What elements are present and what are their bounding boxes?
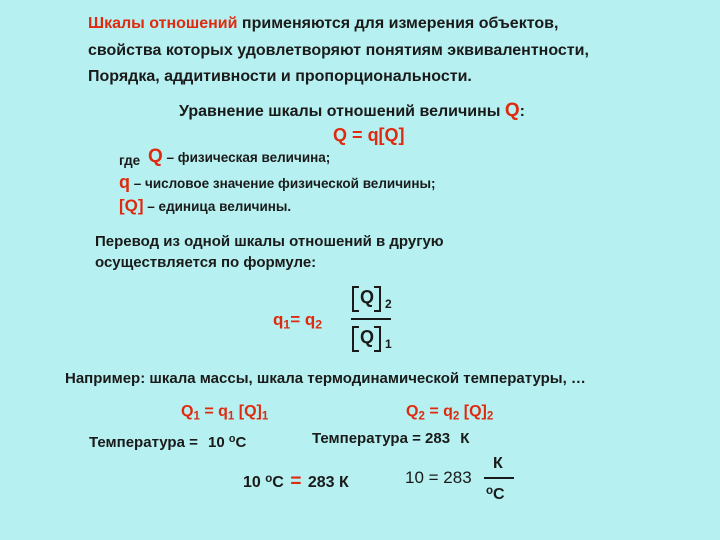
left-unit-sub: 1 <box>261 410 269 423</box>
definition-where: где <box>119 153 141 168</box>
temp-right-label: Температура = 283 <box>312 430 451 447</box>
conversion-eq: = <box>290 310 301 329</box>
example-text: Например: шкала массы, шкала термодинамической температуры, … <box>65 370 586 387</box>
equation-rhs: q[Q] <box>367 125 405 145</box>
denominator-symbol: Q <box>360 327 375 347</box>
numerator-symbol: Q <box>360 287 375 307</box>
equality-row <box>243 468 349 494</box>
right-unit-sub: 2 <box>486 410 494 423</box>
definition-text: – числовое значение физической величины; <box>130 176 436 191</box>
equation-lhs: Q <box>333 125 348 145</box>
numerator-right-bracket <box>374 286 381 312</box>
example-right-formula <box>406 401 493 427</box>
right-q-sub: 2 <box>452 410 460 423</box>
temp-left-label: Температура = <box>89 433 198 451</box>
eq-lhs-value: 10 <box>243 474 261 492</box>
ratio-fraction-line <box>484 477 514 479</box>
conversion-lhs: q <box>273 310 284 329</box>
ratio-den <box>486 481 505 505</box>
equation-heading-colon: : <box>519 103 525 120</box>
eq-lhs-sup: o <box>265 473 273 485</box>
example-left-formula <box>181 401 268 427</box>
equation-heading-var: Q <box>504 100 520 121</box>
numerator-left-bracket <box>352 286 359 312</box>
conversion-coef: q <box>304 310 316 329</box>
eq-sign: = <box>290 471 302 493</box>
ratio-den-unit: С <box>493 486 505 504</box>
definition-text: – единица величины. <box>143 199 292 214</box>
definition-row <box>119 197 291 216</box>
equation-eq: = <box>352 125 363 145</box>
left-lhs-sub: 1 <box>193 410 200 423</box>
conversion-line-1: Перевод из одной шкалы отношений в другую <box>95 233 444 250</box>
fraction-line <box>351 318 391 320</box>
intro-line-3: Порядка, аддитивности и пропорциональности. <box>88 68 472 85</box>
ratio-den-sup: o <box>486 485 494 497</box>
temp-left-unit: C <box>235 433 247 451</box>
intro-term: Шкалы отношений <box>88 15 238 32</box>
ratio-lhs: 10 = 283 <box>405 468 472 487</box>
denominator-right-bracket <box>374 326 381 352</box>
temp-right-unit: К <box>460 430 470 447</box>
right-unit: [Q] <box>463 403 487 420</box>
intro-line-2: свойства которых удовлетворяют понятиям эквивалентности, <box>88 42 589 59</box>
conversion-line-2: осуществляется по формуле: <box>95 254 317 271</box>
right-lhs: Q <box>406 403 419 420</box>
temp-left <box>89 429 246 453</box>
equation-heading <box>179 100 525 122</box>
definition-row <box>148 148 330 167</box>
definition-symbol: Q <box>148 146 163 167</box>
temp-left-value: 10 <box>208 433 225 451</box>
ratio-num: К <box>493 455 503 472</box>
denominator-left-bracket <box>352 326 359 352</box>
eq-lhs-unit: C <box>272 474 284 492</box>
intro-line-1-rest: применяются для измерения объектов, <box>237 15 559 32</box>
left-eq: = <box>204 403 214 420</box>
conversion-coef-sub: 2 <box>315 317 323 332</box>
right-q: q <box>443 403 453 420</box>
denominator-sub: 1 <box>385 337 392 351</box>
eq-rhs: 283 К <box>307 474 349 492</box>
definition-symbol: [Q] <box>119 196 144 215</box>
definition-text: – физическая величина; <box>162 150 331 165</box>
numerator-sub: 2 <box>385 297 392 311</box>
equation-formula <box>333 124 405 146</box>
definition-symbol: q <box>119 172 130 192</box>
right-lhs-sub: 2 <box>418 410 425 423</box>
temp-left-unit-sup: o <box>228 433 236 445</box>
equation-heading-text: Уравнение шкалы отношений величины <box>179 103 505 120</box>
definition-row <box>119 173 436 193</box>
conversion-lhs-sub: 1 <box>283 317 291 332</box>
left-unit: [Q] <box>238 403 262 420</box>
temp-right <box>312 429 469 449</box>
right-eq: = <box>429 403 439 420</box>
intro-line-1 <box>88 13 558 34</box>
left-lhs: Q <box>181 403 194 420</box>
left-q-sub: 1 <box>227 410 235 423</box>
left-q: q <box>218 403 228 420</box>
conversion-formula-lhs <box>273 309 322 336</box>
